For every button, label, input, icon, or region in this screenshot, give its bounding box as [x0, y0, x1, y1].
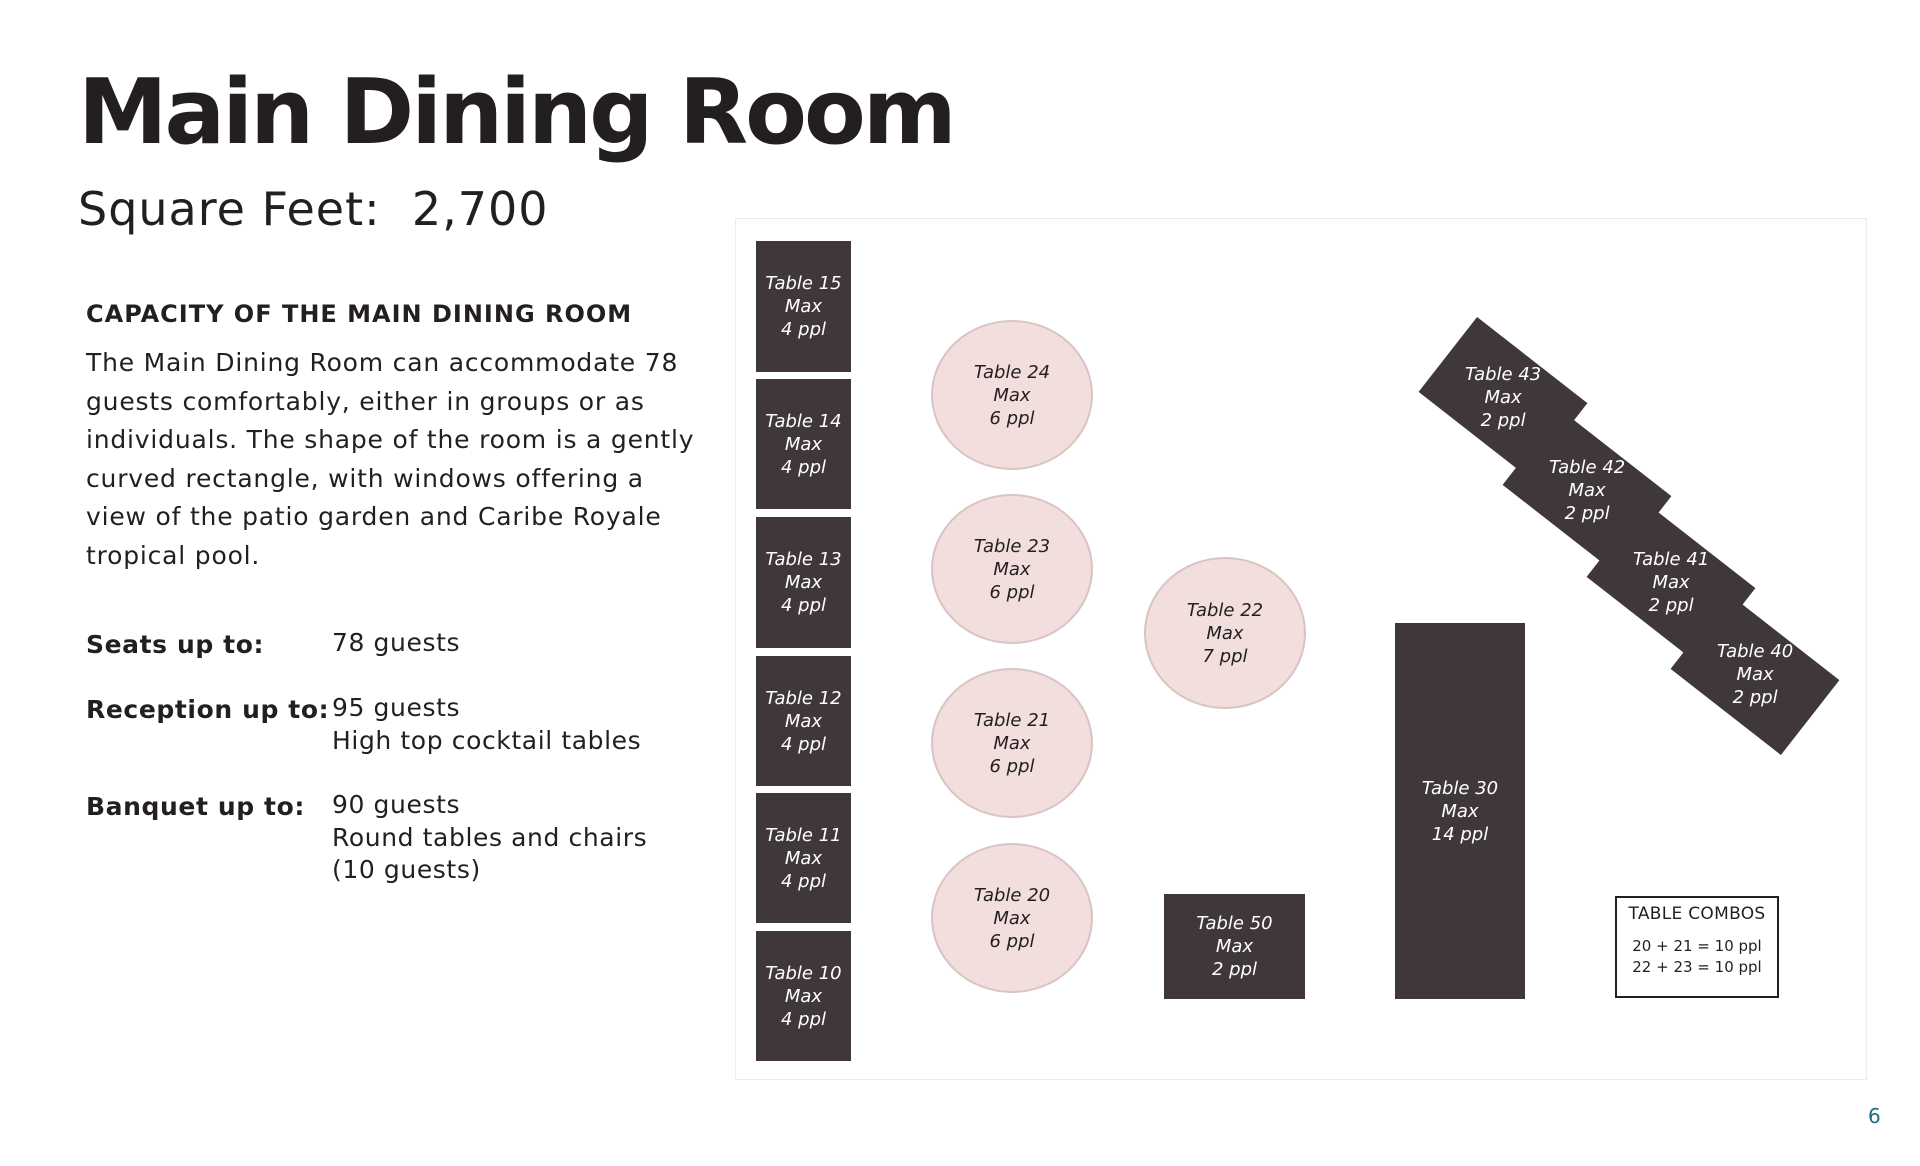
table-30	[1395, 623, 1525, 999]
table-label-line: 6 ppl	[989, 930, 1035, 952]
table-label-line: Table 50	[1196, 913, 1273, 934]
table-10	[756, 931, 851, 1061]
table-combo-line: 20 + 21 = 10 ppl	[1632, 937, 1762, 955]
spec-value: Round tables and chairs	[332, 822, 648, 852]
capacity-description: The Main Dining Room can accommodate 78 guests comfortably, either in groups or as individuals. The shape of the room is a gently curved rectangle, with windows offering a view of the patio garden and Caribe Royale tropical pool.	[86, 348, 695, 570]
table-combos-box	[1615, 896, 1779, 998]
table-50	[1164, 894, 1305, 999]
table-20	[931, 843, 1093, 993]
table-label-line: Table 30	[1421, 777, 1499, 799]
table-14	[756, 379, 851, 509]
spec-value: 95 guests	[332, 693, 461, 722]
table-label	[1187, 599, 1263, 668]
square-feet-subtitle: Square Feet: 2,700	[78, 182, 549, 236]
table-label-line: 6 ppl	[989, 407, 1035, 429]
table-label-line: Table 41	[1632, 548, 1710, 570]
table-label-line: Max	[993, 907, 1031, 929]
table-label	[765, 687, 841, 756]
page-title: Main Dining Room	[78, 60, 954, 165]
table-21	[931, 668, 1093, 818]
table-label-line: Table 10	[765, 962, 842, 984]
table-label-line: Max	[784, 433, 823, 455]
table-label-line: 14 ppl	[1431, 823, 1489, 845]
spec-value: High top cocktail tables	[332, 725, 642, 755]
table-label-line: 4 ppl	[780, 595, 826, 616]
table-label-line: Table 13	[765, 549, 842, 570]
table-label-line: Max	[1568, 479, 1606, 501]
table-label-line: 2 ppl	[1564, 502, 1610, 524]
table-label	[765, 272, 841, 341]
spec-value: 90 guests	[332, 790, 461, 819]
table-label	[974, 535, 1050, 604]
table-label	[1422, 777, 1498, 846]
table-label-line: 6 ppl	[989, 581, 1035, 603]
table-label-line: Max	[993, 384, 1031, 406]
table-label-line: 4 ppl	[780, 733, 826, 755]
table-label-line: Table 40	[1716, 640, 1794, 662]
table-label	[974, 361, 1050, 430]
table-label-line: 4 ppl	[780, 870, 826, 892]
table-label-line: Max	[784, 847, 823, 869]
table-23	[931, 494, 1093, 644]
table-label-line: 2 ppl	[1211, 959, 1257, 980]
table-13	[756, 517, 851, 648]
spec-label: Reception up to:	[86, 695, 330, 724]
table-label-line: Table 12	[765, 687, 842, 709]
spec-label: Banquet up to:	[86, 792, 305, 821]
table-label-line: Max	[784, 710, 823, 732]
table-label	[1549, 456, 1625, 525]
table-24	[931, 320, 1093, 470]
table-12	[756, 656, 851, 786]
table-15	[756, 241, 851, 372]
table-label-line: 4 ppl	[780, 456, 826, 478]
table-label-line: Max	[1484, 386, 1522, 408]
table-label-line: 2 ppl	[1732, 686, 1778, 708]
table-label-line: Max	[1441, 800, 1479, 822]
table-combo-line: 22 + 23 = 10 ppl	[1632, 958, 1762, 976]
table-label-line: Max	[1736, 663, 1774, 685]
table-label	[974, 884, 1050, 953]
table-label	[1465, 363, 1541, 432]
table-label-line: Table 14	[765, 410, 842, 432]
table-label-line: Max	[784, 572, 823, 593]
spec-label: Seats up to:	[86, 630, 265, 659]
table-label-line: 2 ppl	[1480, 409, 1526, 431]
capacity-heading: CAPACITY OF THE MAIN DINING ROOM	[86, 300, 633, 328]
table-label-line: Table 23	[973, 535, 1051, 557]
table-label-line: Table 42	[1548, 456, 1626, 478]
table-label-line: 6 ppl	[989, 755, 1035, 777]
table-label-line: Table 24	[973, 361, 1051, 383]
table-label	[1196, 912, 1272, 981]
table-label-line: 7 ppl	[1202, 645, 1248, 667]
table-label	[765, 548, 841, 617]
table-22	[1144, 557, 1306, 709]
table-11	[756, 793, 851, 923]
table-label	[765, 410, 841, 479]
table-label-line: Max	[784, 296, 823, 317]
table-label	[1717, 640, 1793, 709]
table-label-line: Table 22	[1186, 599, 1264, 621]
table-label-line: Max	[993, 558, 1031, 580]
table-label	[974, 709, 1050, 778]
spec-value: 78 guests	[332, 628, 461, 657]
table-label-line: 4 ppl	[780, 319, 826, 340]
table-label-line: Max	[1206, 622, 1244, 644]
table-label-line: Table 21	[973, 709, 1051, 731]
table-label-line: Max	[993, 732, 1031, 754]
spec-value: (10 guests)	[332, 855, 481, 884]
page-number: 6	[1868, 1104, 1881, 1128]
table-label-line: Max	[784, 985, 823, 1007]
table-label-line: 2 ppl	[1648, 594, 1694, 616]
table-combos-title: TABLE COMBOS	[1628, 904, 1766, 924]
table-label-line: 4 ppl	[780, 1008, 826, 1030]
table-label-line: Table 43	[1464, 363, 1542, 385]
table-label-line: Max	[1215, 936, 1254, 957]
table-label-line: Table 11	[765, 824, 842, 846]
table-label-line: Table 20	[973, 884, 1051, 906]
table-label-line: Table 15	[765, 273, 842, 294]
table-label	[765, 962, 841, 1031]
table-label	[765, 824, 841, 893]
table-label	[1633, 548, 1709, 617]
table-label-line: Max	[1652, 571, 1690, 593]
